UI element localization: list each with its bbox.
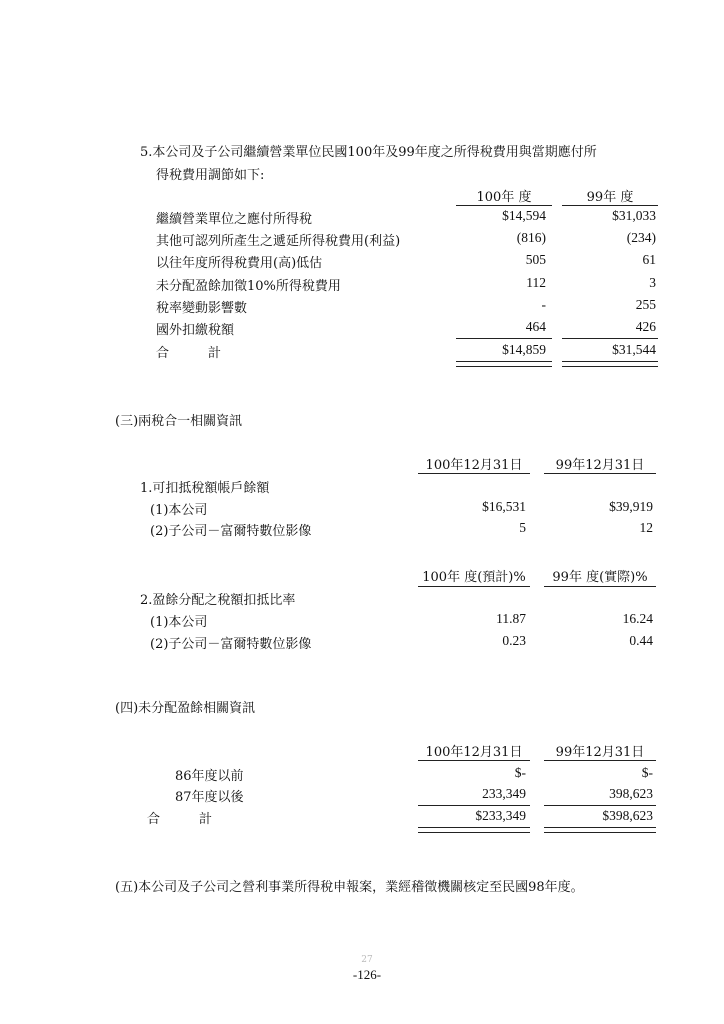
row-value-99: 12 (639, 520, 653, 535)
total-value-99: $398,623 (602, 808, 653, 823)
row-value-99: $39,919 (609, 499, 653, 514)
row-value-100: 233,349 (482, 786, 526, 801)
total-overline-100 (418, 805, 530, 806)
section4-title: (四)未分配盈餘相關資訊 (115, 701, 256, 716)
header-underline-99 (562, 205, 658, 206)
row-value-99: (234) (626, 230, 656, 245)
column-header-100-pct: 100年 度(預計)% (422, 570, 526, 585)
row-value-100: 11.87 (496, 611, 526, 626)
section3-title: (三)兩稅合一相關資訊 (115, 414, 243, 429)
total-value-100: $14,859 (502, 342, 546, 357)
total-double-underline-99 (544, 827, 656, 833)
row-label: 86年度以前 (175, 769, 244, 784)
row-value-100: 112 (526, 275, 546, 290)
row-label: (2)子公司－富爾特數位影像 (150, 637, 312, 652)
row-label: 未分配盈餘加徵10%所得稅費用 (156, 279, 341, 294)
row-value-100: $16,531 (482, 499, 526, 514)
header-underline-100 (418, 473, 530, 474)
page-number: -126- (352, 967, 382, 982)
total-overline-99 (544, 805, 656, 806)
total-value-99: $31,544 (612, 342, 656, 357)
total-overline-99 (562, 338, 658, 339)
row-label: 稅率變動影響數 (156, 301, 248, 316)
column-header-99: 99年 度 (586, 190, 634, 205)
header-underline-99 (544, 473, 656, 474)
total-double-underline-99 (562, 361, 658, 367)
row-label: 以往年度所得稅費用(高)低估 (156, 256, 323, 271)
row-label: 繼續營業單位之應付所得稅 (156, 212, 313, 227)
total-value-100: $233,349 (475, 808, 526, 823)
row-value-100: 505 (525, 252, 546, 267)
column-header-100: 100年12月31日 (425, 458, 523, 473)
header-underline-99 (544, 586, 656, 587)
row-value-100: 464 (525, 319, 546, 334)
total-overline-100 (456, 338, 552, 339)
row-value-99: $31,033 (612, 208, 656, 223)
faint-page-number: 27 (361, 955, 373, 965)
column-header-100: 100年 度 (476, 190, 532, 205)
total-double-underline-100 (456, 361, 552, 367)
header-underline-100 (456, 205, 552, 206)
row-value-99: 426 (635, 319, 656, 334)
row-value-99: 255 (635, 297, 656, 312)
row-value-100: $- (514, 765, 526, 780)
row-label: 國外扣繳稅額 (156, 323, 235, 338)
total-label: 合 計 (147, 812, 213, 827)
column-header-99: 99年12月31日 (555, 458, 645, 473)
section5-intro-line2: 得稅費用調節如下: (156, 168, 265, 183)
row-label: (2)子公司－富爾特數位影像 (150, 524, 312, 539)
header-underline-99 (544, 760, 656, 761)
row-value-99: 61 (642, 252, 656, 267)
row-label: (1)本公司 (150, 615, 208, 630)
section5-note: (五)本公司及子公司之營利事業所得稅申報案，業經稽徵機關核定至民國98年度。 (115, 880, 584, 895)
header-underline-100 (418, 586, 530, 587)
row-value-100: (816) (516, 230, 546, 245)
row-value-100: 5 (519, 520, 526, 535)
column-header-99-pct: 99年 度(實際)% (552, 570, 648, 585)
row-label: 87年度以後 (175, 790, 244, 805)
row-label: (1)本公司 (150, 503, 208, 518)
row-value-99: 398,623 (609, 786, 653, 801)
row-value-100: $14,594 (502, 208, 546, 223)
row-value-99: 0.44 (629, 633, 653, 648)
column-header-99: 99年12月31日 (555, 745, 645, 760)
header-underline-100 (418, 760, 530, 761)
row-value-100: 0.23 (502, 633, 526, 648)
section5-intro-line1: 5.本公司及子公司繼續營業單位民國100年及99年度之所得稅費用與當期應付所 (140, 145, 597, 160)
column-header-100: 100年12月31日 (425, 745, 523, 760)
row-label: 其他可認列所產生之遞延所得稅費用(利益) (156, 234, 401, 249)
row-value-99: $- (641, 765, 653, 780)
row-value-99: 3 (649, 275, 656, 290)
item2-title: 2.盈餘分配之稅額扣抵比率 (140, 593, 296, 608)
row-value-99: 16.24 (622, 611, 653, 626)
total-double-underline-100 (418, 827, 530, 833)
item1-title: 1.可扣抵稅額帳戶餘額 (140, 481, 270, 496)
total-label: 合 計 (156, 346, 222, 361)
row-value-100: - (541, 297, 546, 312)
